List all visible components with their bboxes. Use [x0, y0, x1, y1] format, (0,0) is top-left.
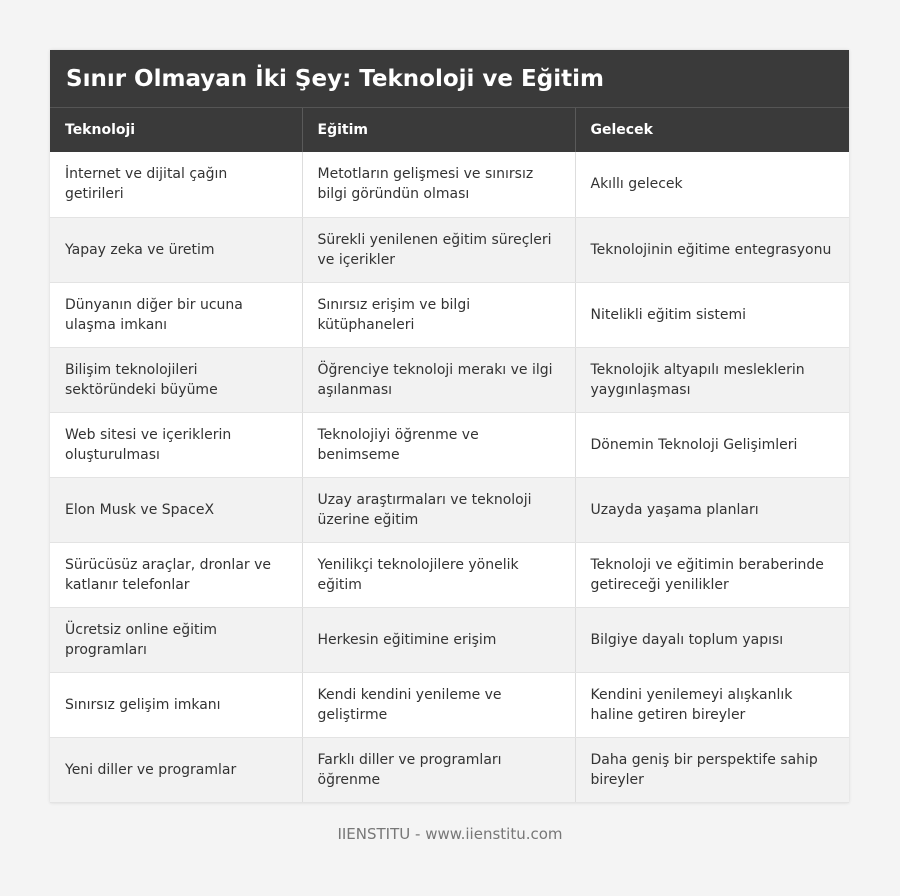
- table-cell: Kendi kendini yenileme ve geliştirme: [302, 672, 575, 737]
- table-cell: Nitelikli eğitim sistemi: [575, 282, 849, 347]
- table-card: [50, 50, 849, 803]
- table-row: [50, 282, 849, 347]
- table-cell: Uzayda yaşama planları: [575, 477, 849, 542]
- table-title: Sınır Olmayan İki Şey: Teknoloji ve Eğitim: [50, 50, 849, 108]
- table-row: [50, 347, 849, 412]
- table-cell: Daha geniş bir perspektife sahip bireyler: [575, 737, 849, 802]
- table-row: [50, 412, 849, 477]
- table-cell: Akıllı gelecek: [575, 152, 849, 217]
- table-cell: Teknolojinin eğitime entegrasyonu: [575, 217, 849, 282]
- table-cell: Uzay araştırmaları ve teknoloji üzerine eğitim: [302, 477, 575, 542]
- table-cell: İnternet ve dijital çağın getirileri: [50, 152, 302, 217]
- table-row: [50, 477, 849, 542]
- table-cell: Sürekli yenilenen eğitim süreçleri ve içerikler: [302, 217, 575, 282]
- table-header-row: [50, 108, 849, 152]
- table-cell: Farklı diller ve programları öğrenme: [302, 737, 575, 802]
- table-row: [50, 542, 849, 607]
- table-cell: Kendini yenilemeyi alışkanlık haline getiren bireyler: [575, 672, 849, 737]
- table-cell: Elon Musk ve SpaceX: [50, 477, 302, 542]
- table-cell: Web sitesi ve içeriklerin oluşturulması: [50, 412, 302, 477]
- table-cell: Bilgiye dayalı toplum yapısı: [575, 607, 849, 672]
- table-cell: Sınırsız gelişim imkanı: [50, 672, 302, 737]
- table-cell: Teknolojik altyapılı mesleklerin yaygınlaşması: [575, 347, 849, 412]
- table-cell: Bilişim teknolojileri sektöründeki büyüme: [50, 347, 302, 412]
- table-row: [50, 217, 849, 282]
- table-cell: Yeni diller ve programlar: [50, 737, 302, 802]
- table-cell: Yenilikçi teknolojilere yönelik eğitim: [302, 542, 575, 607]
- column-header-teknoloji: Teknoloji: [50, 108, 302, 152]
- table-cell: Öğrenciye teknoloji merakı ve ilgi aşılanması: [302, 347, 575, 412]
- comparison-table: [50, 108, 849, 803]
- table-cell: Sınırsız erişim ve bilgi kütüphaneleri: [302, 282, 575, 347]
- table-cell: Teknolojiyi öğrenme ve benimseme: [302, 412, 575, 477]
- table-cell: Ücretsiz online eğitim programları: [50, 607, 302, 672]
- column-header-gelecek: Gelecek: [575, 108, 849, 152]
- table-cell: Metotların gelişmesi ve sınırsız bilgi göründün olması: [302, 152, 575, 217]
- table-cell: Teknoloji ve eğitimin beraberinde getireceği yenilikler: [575, 542, 849, 607]
- table-cell: Dünyanın diğer bir ucuna ulaşma imkanı: [50, 282, 302, 347]
- table-row: [50, 152, 849, 217]
- column-header-egitim: Eğitim: [302, 108, 575, 152]
- table-cell: Sürücüsüz araçlar, dronlar ve katlanır telefonlar: [50, 542, 302, 607]
- table-row: [50, 672, 849, 737]
- table-row: [50, 607, 849, 672]
- table-cell: Yapay zeka ve üretim: [50, 217, 302, 282]
- table-cell: Dönemin Teknoloji Gelişimleri: [575, 412, 849, 477]
- table-cell: Herkesin eğitimine erişim: [302, 607, 575, 672]
- footer-credit: IIENSTITU - www.iienstitu.com: [337, 825, 563, 843]
- table-row: [50, 737, 849, 802]
